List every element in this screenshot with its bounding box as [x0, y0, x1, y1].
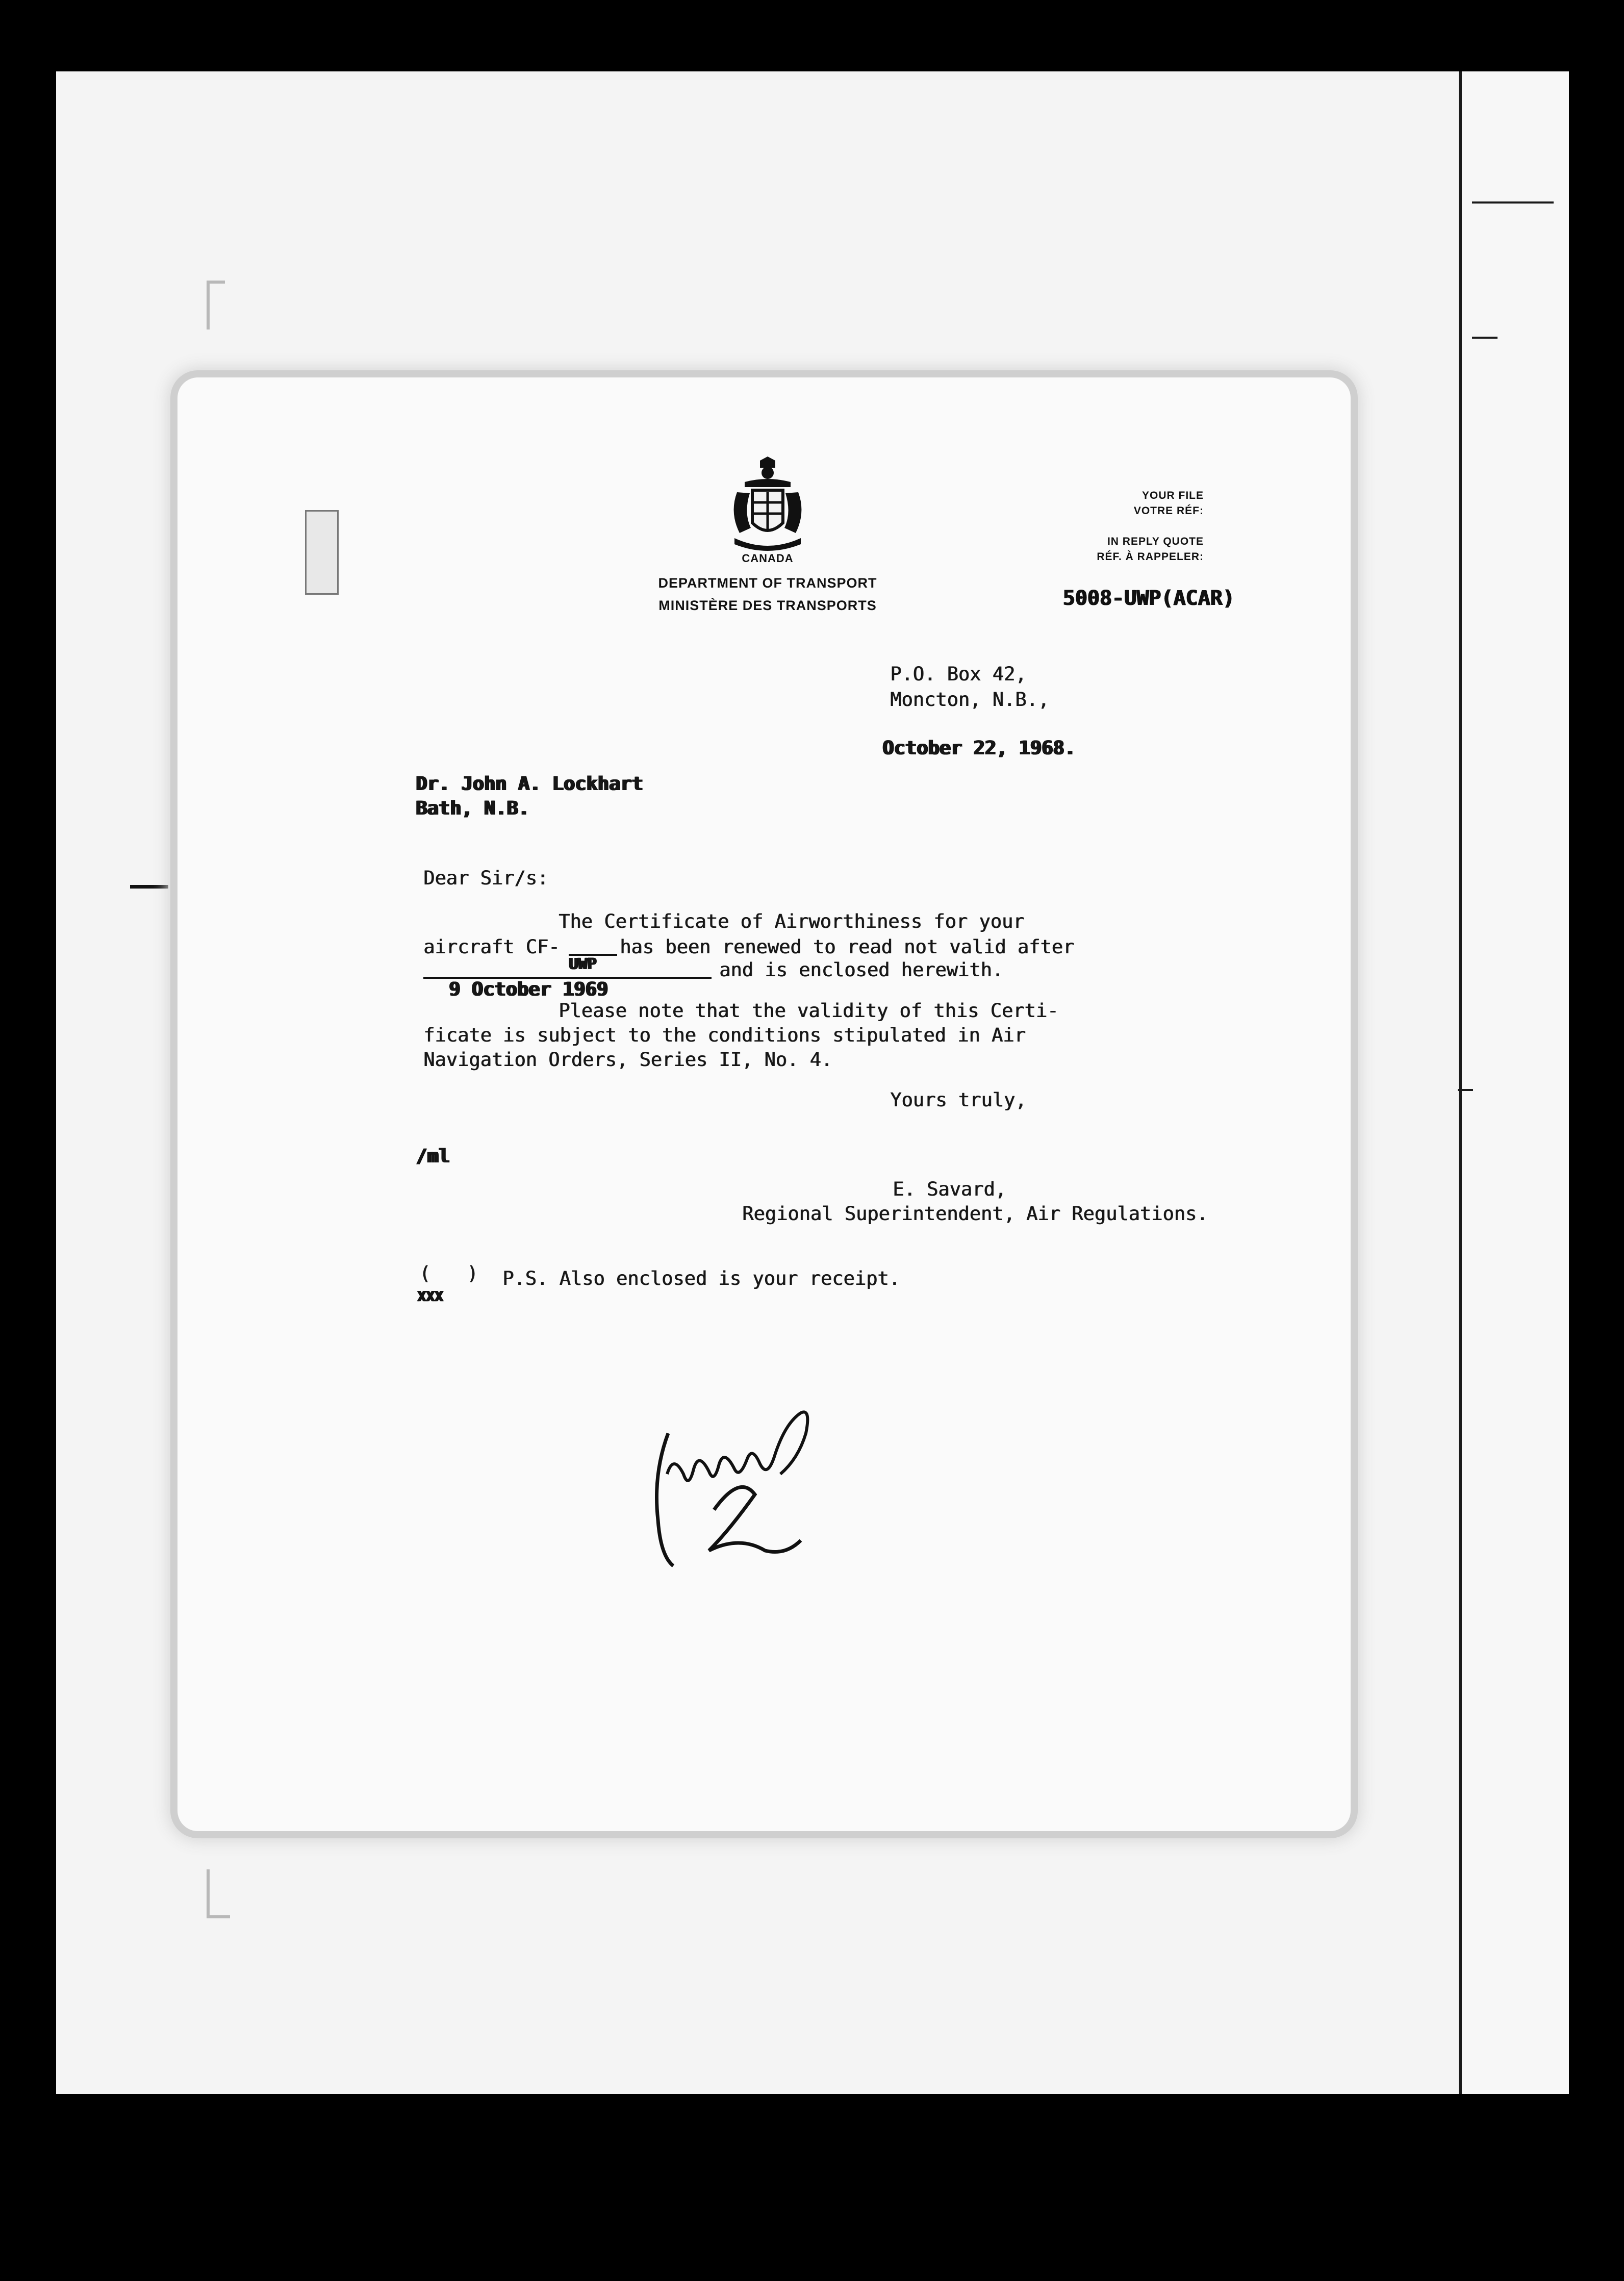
typist-initials: /ml: [416, 1145, 450, 1167]
sender-address-line1: P.O. Box 42,: [890, 663, 1027, 685]
reference-number: 5008-UWP(ACAR): [1062, 587, 1234, 610]
film-corner-mark-top: [207, 281, 225, 330]
ps-checkbox-close: ): [467, 1262, 478, 1284]
sender-address-line2: Moncton, N.B.,: [890, 689, 1049, 711]
punch-hole: [305, 510, 339, 595]
letterhead-department-en: DEPARTMENT OF TRANSPORT: [658, 575, 877, 591]
adjacent-page-edge: [1459, 71, 1569, 2094]
reply-quote-label-en: IN REPLY QUOTE: [1107, 536, 1204, 547]
certificate-expiry-date: 9 October 1969: [449, 978, 608, 1000]
body-p2-line3: Navigation Orders, Series II, No. 4.: [423, 1049, 832, 1071]
ps-checkbox-open: (: [419, 1262, 431, 1284]
your-file-label-en: YOUR FILE: [1141, 490, 1204, 501]
body-p1-line2-start: aircraft CF-: [423, 936, 560, 958]
body-p2-line1: Please note that the validity of this Certi-: [559, 1000, 1059, 1022]
letterhead-department-fr: MINISTÈRE DES TRANSPORTS: [658, 598, 877, 613]
postscript-text: P.S. Also enclosed is your receipt.: [502, 1268, 900, 1289]
signatory-name: E. Savard,: [893, 1178, 1006, 1200]
letterhead-country: CANADA: [742, 552, 794, 565]
recipient-place: Bath, N.B.: [416, 797, 529, 819]
your-file-label-fr: VOTRE RÉF:: [1133, 505, 1204, 517]
ps-checkbox-mark: XXX: [417, 1288, 443, 1305]
body-p1-line2-end: has been renewed to read not valid after: [620, 936, 1075, 958]
aircraft-registration: UWP: [569, 955, 597, 973]
recipient-name: Dr. John A. Lockhart: [416, 773, 643, 795]
margin-dash: [130, 885, 168, 889]
body-p1-line1: The Certificate of Airworthiness for your: [559, 910, 1025, 932]
canada-coat-of-arms-icon: [724, 457, 811, 553]
film-corner-mark-bottom: [207, 1869, 230, 1918]
letter-date: October 22, 1968.: [882, 737, 1076, 759]
body-p2-line2: ficate is subject to the conditions stipulated in Air: [423, 1024, 1026, 1046]
signatory-title: Regional Superintendent, Air Regulations.: [742, 1203, 1208, 1225]
body-p1-line3: and is enclosed herewith.: [719, 959, 1003, 981]
reply-quote-label-fr: RÉF. À RAPPELER:: [1097, 551, 1204, 563]
handwritten-signature: [638, 1403, 842, 1596]
closing: Yours truly,: [890, 1089, 1027, 1111]
salutation: Dear Sir/s:: [423, 867, 549, 889]
